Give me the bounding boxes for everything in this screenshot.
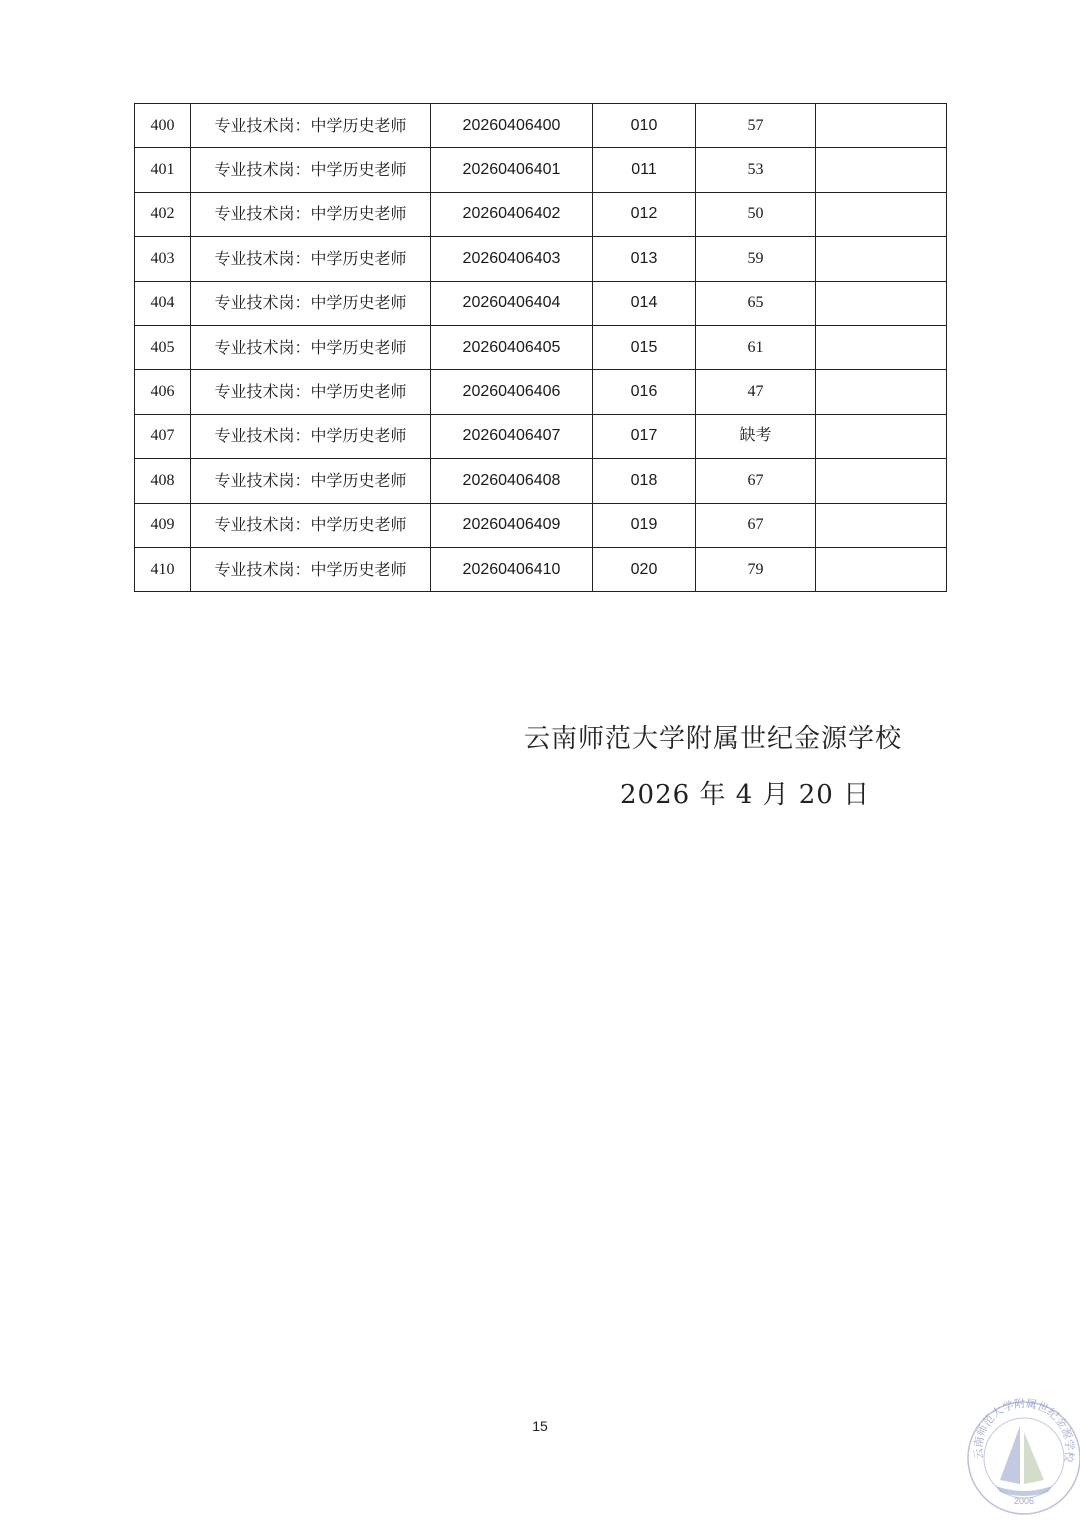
remark-cell (816, 459, 947, 503)
ticket-number-cell: 20260406405 (431, 325, 593, 369)
seat-number-cell: 014 (593, 281, 696, 325)
table-row (135, 503, 947, 547)
table-row (135, 237, 947, 281)
score-cell: 53 (696, 148, 816, 192)
row-number-cell: 403 (135, 237, 191, 281)
post-name-cell: 专业技术岗：中学历史老师 (191, 325, 431, 369)
row-number-cell: 404 (135, 281, 191, 325)
score-cell: 79 (696, 547, 816, 591)
row-number-cell: 410 (135, 547, 191, 591)
score-table (134, 103, 947, 592)
remark-cell (816, 503, 947, 547)
row-number-cell: 406 (135, 370, 191, 414)
remark-cell (816, 148, 947, 192)
table-row (135, 459, 947, 503)
score-cell: 57 (696, 104, 816, 148)
seat-number-cell: 015 (593, 325, 696, 369)
ticket-number-cell: 20260406408 (431, 459, 593, 503)
ticket-number-cell: 20260406407 (431, 414, 593, 458)
ticket-number-cell: 20260406401 (431, 148, 593, 192)
table-row (135, 281, 947, 325)
remark-cell (816, 237, 947, 281)
page-number: 15 (532, 1418, 548, 1434)
post-name-cell: 专业技术岗：中学历史老师 (191, 237, 431, 281)
organization-name: 云南师范大学附属世纪金源学校 (524, 724, 903, 754)
seat-number-cell: 013 (593, 237, 696, 281)
table-row (135, 414, 947, 458)
score-cell: 67 (696, 459, 816, 503)
table-body (135, 104, 947, 592)
ticket-number-cell: 20260406403 (431, 237, 593, 281)
seat-number-cell: 011 (593, 148, 696, 192)
post-name-cell: 专业技术岗：中学历史老师 (191, 281, 431, 325)
table-row (135, 325, 947, 369)
table-row (135, 547, 947, 591)
seat-number-cell: 016 (593, 370, 696, 414)
ticket-number-cell: 20260406409 (431, 503, 593, 547)
row-number-cell: 407 (135, 414, 191, 458)
table-row (135, 192, 947, 236)
row-number-cell: 408 (135, 459, 191, 503)
ticket-number-cell: 20260406410 (431, 547, 593, 591)
row-number-cell: 409 (135, 503, 191, 547)
score-cell: 59 (696, 237, 816, 281)
post-name-cell: 专业技术岗：中学历史老师 (191, 148, 431, 192)
seat-number-cell: 017 (593, 414, 696, 458)
seat-number-cell: 010 (593, 104, 696, 148)
remark-cell (816, 104, 947, 148)
score-cell: 50 (696, 192, 816, 236)
seat-number-cell: 012 (593, 192, 696, 236)
score-cell: 61 (696, 325, 816, 369)
seat-number-cell: 018 (593, 459, 696, 503)
row-number-cell: 401 (135, 148, 191, 192)
score-cell: 47 (696, 370, 816, 414)
row-number-cell: 402 (135, 192, 191, 236)
seal-year: 2006 (1013, 1496, 1035, 1506)
ticket-number-cell: 20260406404 (431, 281, 593, 325)
ticket-number-cell: 20260406406 (431, 370, 593, 414)
post-name-cell: 专业技术岗：中学历史老师 (191, 414, 431, 458)
score-cell: 65 (696, 281, 816, 325)
post-name-cell: 专业技术岗：中学历史老师 (191, 192, 431, 236)
score-cell: 缺考 (696, 414, 816, 458)
score-cell: 67 (696, 503, 816, 547)
ticket-number-cell: 20260406402 (431, 192, 593, 236)
remark-cell (816, 370, 947, 414)
remark-cell (816, 547, 947, 591)
table-row (135, 104, 947, 148)
remark-cell (816, 325, 947, 369)
post-name-cell: 专业技术岗：中学历史老师 (191, 547, 431, 591)
school-seal-icon (960, 1392, 1080, 1520)
post-name-cell: 专业技术岗：中学历史老师 (191, 503, 431, 547)
post-name-cell: 专业技术岗：中学历史老师 (191, 104, 431, 148)
remark-cell (816, 281, 947, 325)
issue-date: 2026 年 4 月 20 日 (620, 780, 871, 810)
table-row (135, 370, 947, 414)
post-name-cell: 专业技术岗：中学历史老师 (191, 370, 431, 414)
remark-cell (816, 414, 947, 458)
row-number-cell: 400 (135, 104, 191, 148)
ticket-number-cell: 20260406400 (431, 104, 593, 148)
post-name-cell: 专业技术岗：中学历史老师 (191, 459, 431, 503)
seat-number-cell: 019 (593, 503, 696, 547)
table-row (135, 148, 947, 192)
seat-number-cell: 020 (593, 547, 696, 591)
seal-text: 云南师范大学附属世纪金源学校 (971, 1396, 1077, 1464)
row-number-cell: 405 (135, 325, 191, 369)
remark-cell (816, 192, 947, 236)
